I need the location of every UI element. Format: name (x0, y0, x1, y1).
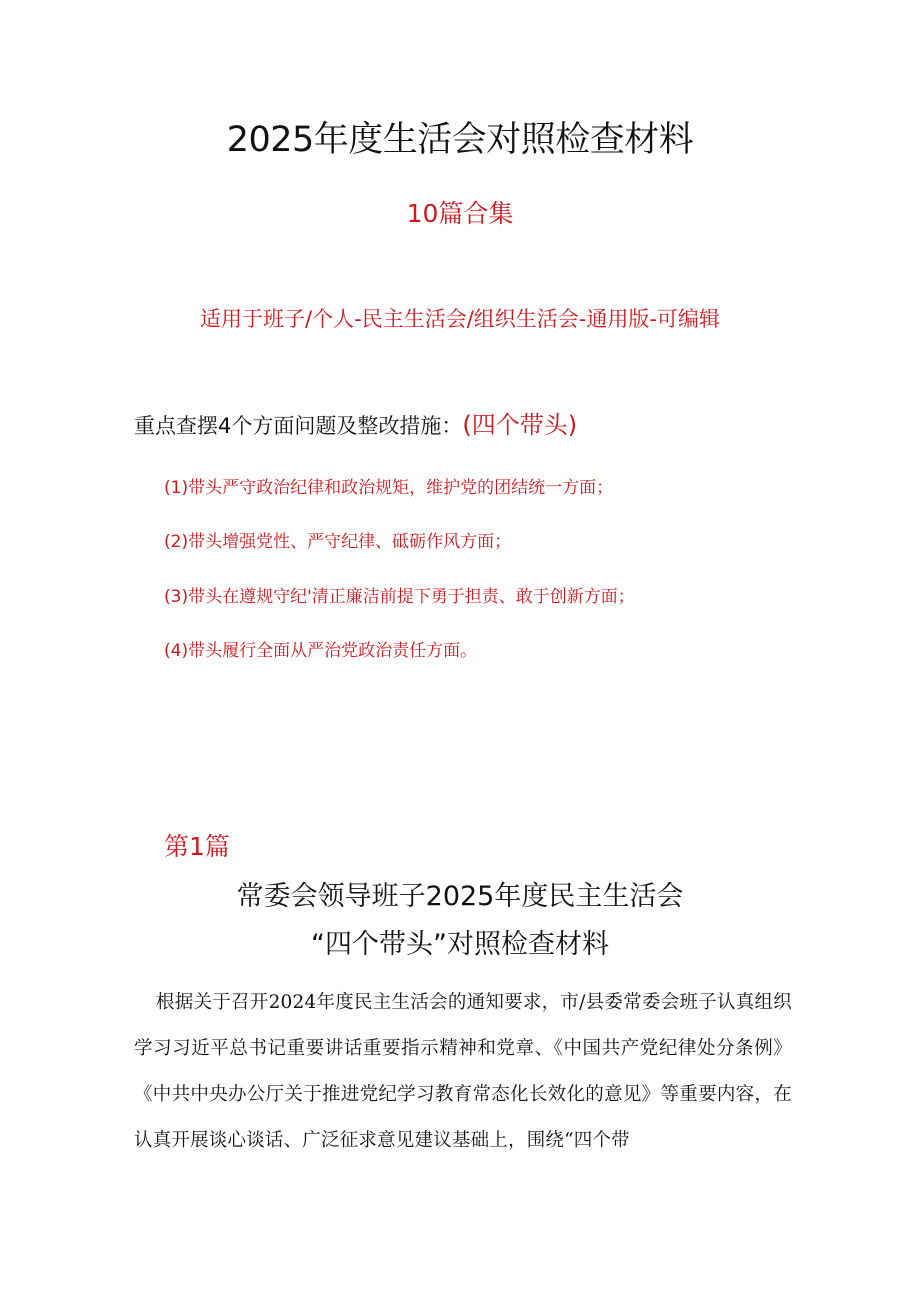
focus-heading (134, 406, 577, 445)
part-title-line-1: 常委会领导班子2025年度民主生活会 (236, 881, 684, 912)
focus-heading-highlight: (四个带头) (462, 411, 578, 439)
focus-item-2: (2)带头增强党性、严守纪律、砥砺作风方面； (164, 532, 512, 552)
body-paragraph: 根据关于召开2024年度民主生活会的通知要求，市/县委常委会班子认真组织学习习近平总书记重要讲话重要指示精神和党章、《中国共产党纪律处分条例》《中共中央办公厅关于推进党纪学习教育常态化长效化的意见》等重要内容，在认真开展谈心谈话、广泛征求意见建议基础上，围绕“四个带 (134, 992, 792, 1151)
focus-heading-text: 重点查摆4个方面问题及整改措施： (134, 414, 463, 438)
main-title: 2025年度生活会对照检查材料 (226, 120, 694, 160)
usage-note: 适用于班子/个人-民主生活会/组织生活会-通用版-可编辑 (200, 307, 720, 331)
part-title-line-2: “四个带头”对照检查材料 (311, 929, 609, 960)
part-label: 第1篇 (164, 832, 230, 861)
focus-item-1: (1)带头严守政治纪律和政治规矩，维护党的团结统一方面； (164, 478, 614, 498)
collection-subtitle: 10篇合集 (406, 199, 514, 228)
focus-item-3: (3)带头在遵规守纪'清正廉洁前提下勇于担责、敢于创新方面； (164, 587, 635, 607)
focus-item-4: (4)带头履行全面从严治党政治责任方面。 (164, 641, 478, 661)
